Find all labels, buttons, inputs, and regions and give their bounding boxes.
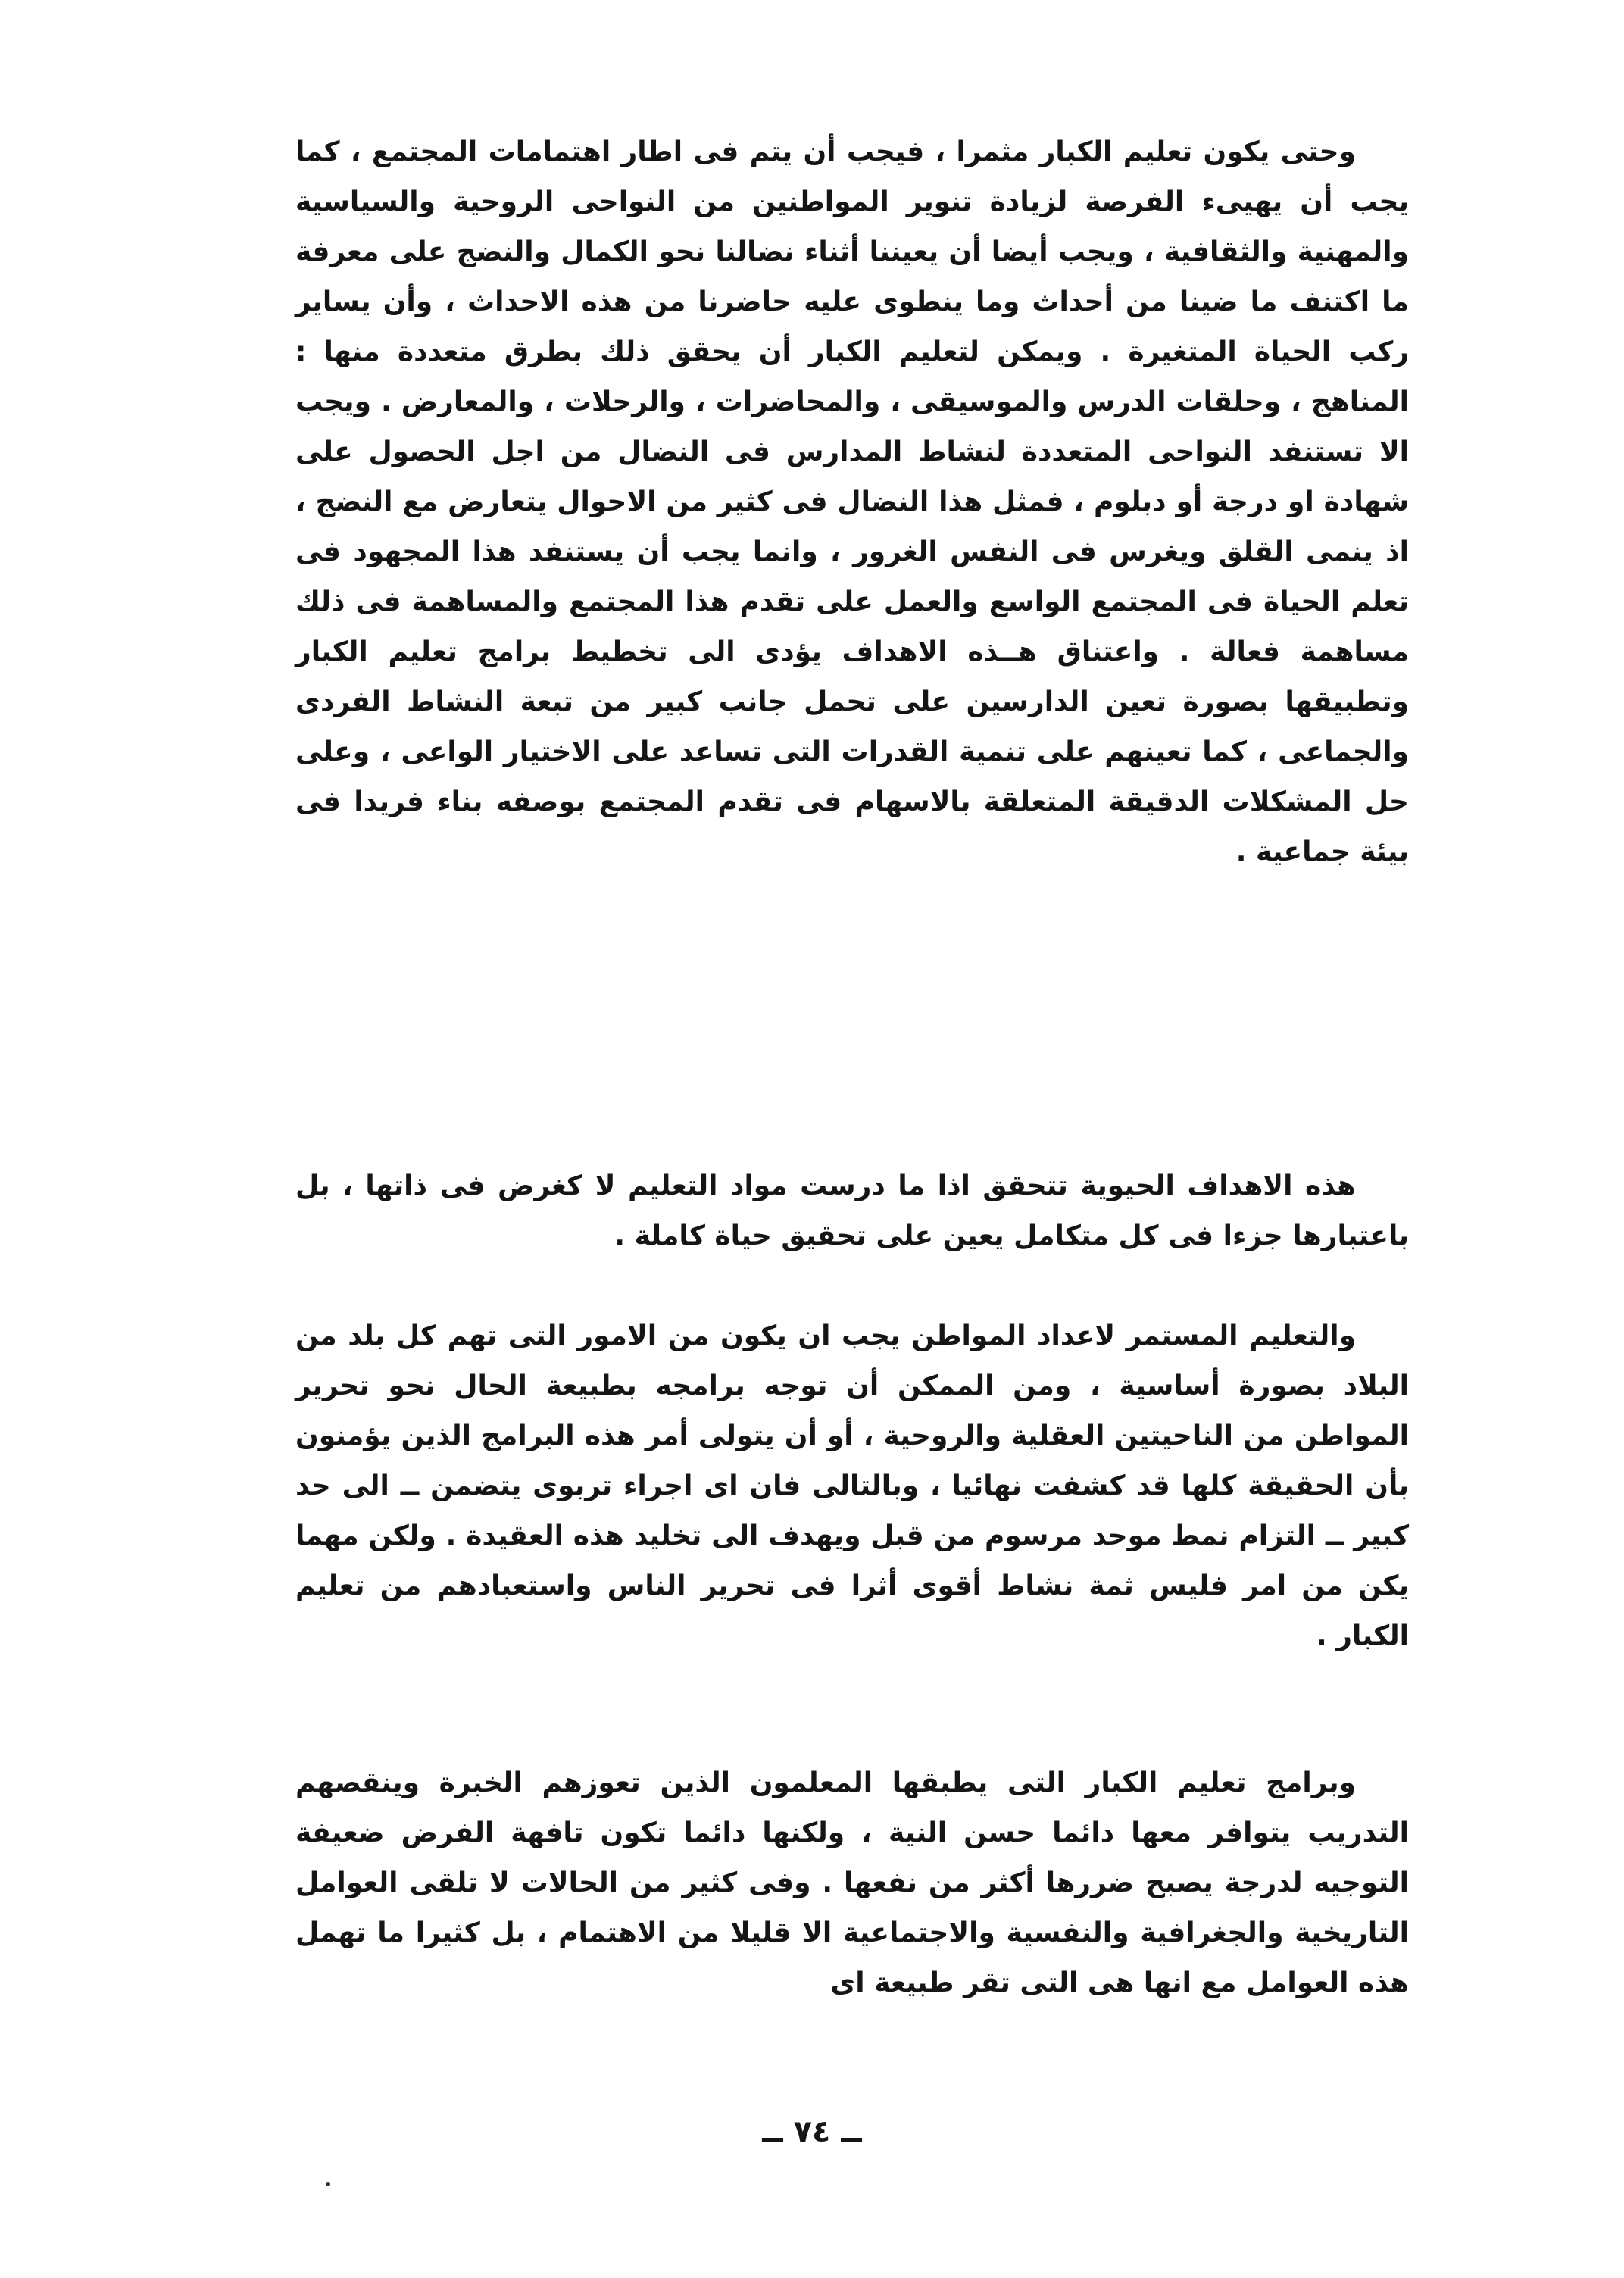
body-paragraph-4 [295,1758,1409,2008]
body-paragraph-2 [295,1161,1409,1261]
page-number: ــ ٧٤ ــ [762,2114,862,2149]
body-paragraph-1 [295,127,1409,877]
paragraph-text: والتعليم المستمر لاعداد المواطن يجب ان يكون من الامور التى تهم كل بلد من البلاد بصورة أساسية ، ومن الممكن أن توجه برامجه بطبيعة الحال نحو تحرير المواطن من الناحيتين العقلية والروحية ، أو أن يتولى أمر هذه البرامج الذين يؤمنون بأن الحقيقة كلها قد كشفت نهائيا ، وبالتالى فان اى اجراء تربوى يتضمن ــ الى حد كبير ــ التزام نمط موحد مرسوم من قبل ويهدف الى تخليد هذه العقيدة . ولكن مهما يكن من امر فليس ثمة نشاط أقوى أثرا فى تحرير الناس واستعبادهم من تعليم الكبار . [295,1320,1409,1651]
scan-speck [326,2182,330,2186]
paragraph-text: هذه الاهداف الحيوية تتحقق اذا ما درست مواد التعليم لا كغرض فى ذاتها ، بل باعتبارها جزءا فى كل متكامل يعين على تحقيق حياة كاملة . [295,1170,1409,1251]
paragraph-text: وحتى يكون تعليم الكبار مثمرا ، فيجب أن يتم فى اطار اهتمامات المجتمع ، كما يجب أن يهيىء الفرصة لزيادة تنوير المواطنين من النواحى الروحية والسياسية والمهنية والثقافية ، ويجب أيضا أن يعيننا أثناء نضالنا نحو الكمال والنضج على معرفة ما اكتنف ما ضينا من أحداث وما ينطوى عليه حاضرنا من هذه الاحداث ، وأن يساير ركب الحياة المتغيرة . ويمكن لتعليم الكبار أن يحقق ذلك بطرق متعددة منها : المناهج ، وحلقات الدرس والموسيقى ، والمحاضرات ، والرحلات ، والمعارض . ويجب الا تستنفد النواحى المتعددة لنشاط المدارس فى النضال من اجل الحصول على شهادة او درجة أو دبلوم ، فمثل هذا النضال فى كثير من الاحوال يتعارض مع النضج ، اذ ينمى القلق ويغرس فى النفس الغرور ، وانما يجب أن يستنفد هذا المجهود فى تعلم الحياة فى المجتمع الواسع والعمل على تقدم هذا المجتمع والمساهمة فى ذلك مساهمة فعالة . واعتناق هــذه الاهداف يؤدى الى تخطيط برامج تعليم الكبار وتطبيقها بصورة تعين الدارسين على تحمل جانب كبير من تبعة النشاط الفردى والجماعى ، كما تعينهم على تنمية القدرات التى تساعد على الاختيار الواعى ، وعلى حل المشكلات الدقيقة المتعلقة بالاسهام فى تقدم المجتمع بوصفه بناء فريدا فى بيئة جماعية . [295,136,1409,867]
body-paragraph-3 [295,1311,1409,1661]
paragraph-text: وبرامج تعليم الكبار التى يطبقها المعلمون الذين تعوزهم الخبرة وينقصهم التدريب يتوافر معها دائما حسن النية ، ولكنها دائما تكون تافهة الفرض ضعيفة التوجيه لدرجة يصبح ضررها أكثر من نفعها . وفى كثير من الحالات لا تلقى العوامل التاريخية والجغرافية والنفسية والاجتماعية الا قليلا من الاهتمام ، بل كثيرا ما تهمل هذه العوامل مع انها هى التى تقر طبيعة اى [295,1767,1409,1998]
